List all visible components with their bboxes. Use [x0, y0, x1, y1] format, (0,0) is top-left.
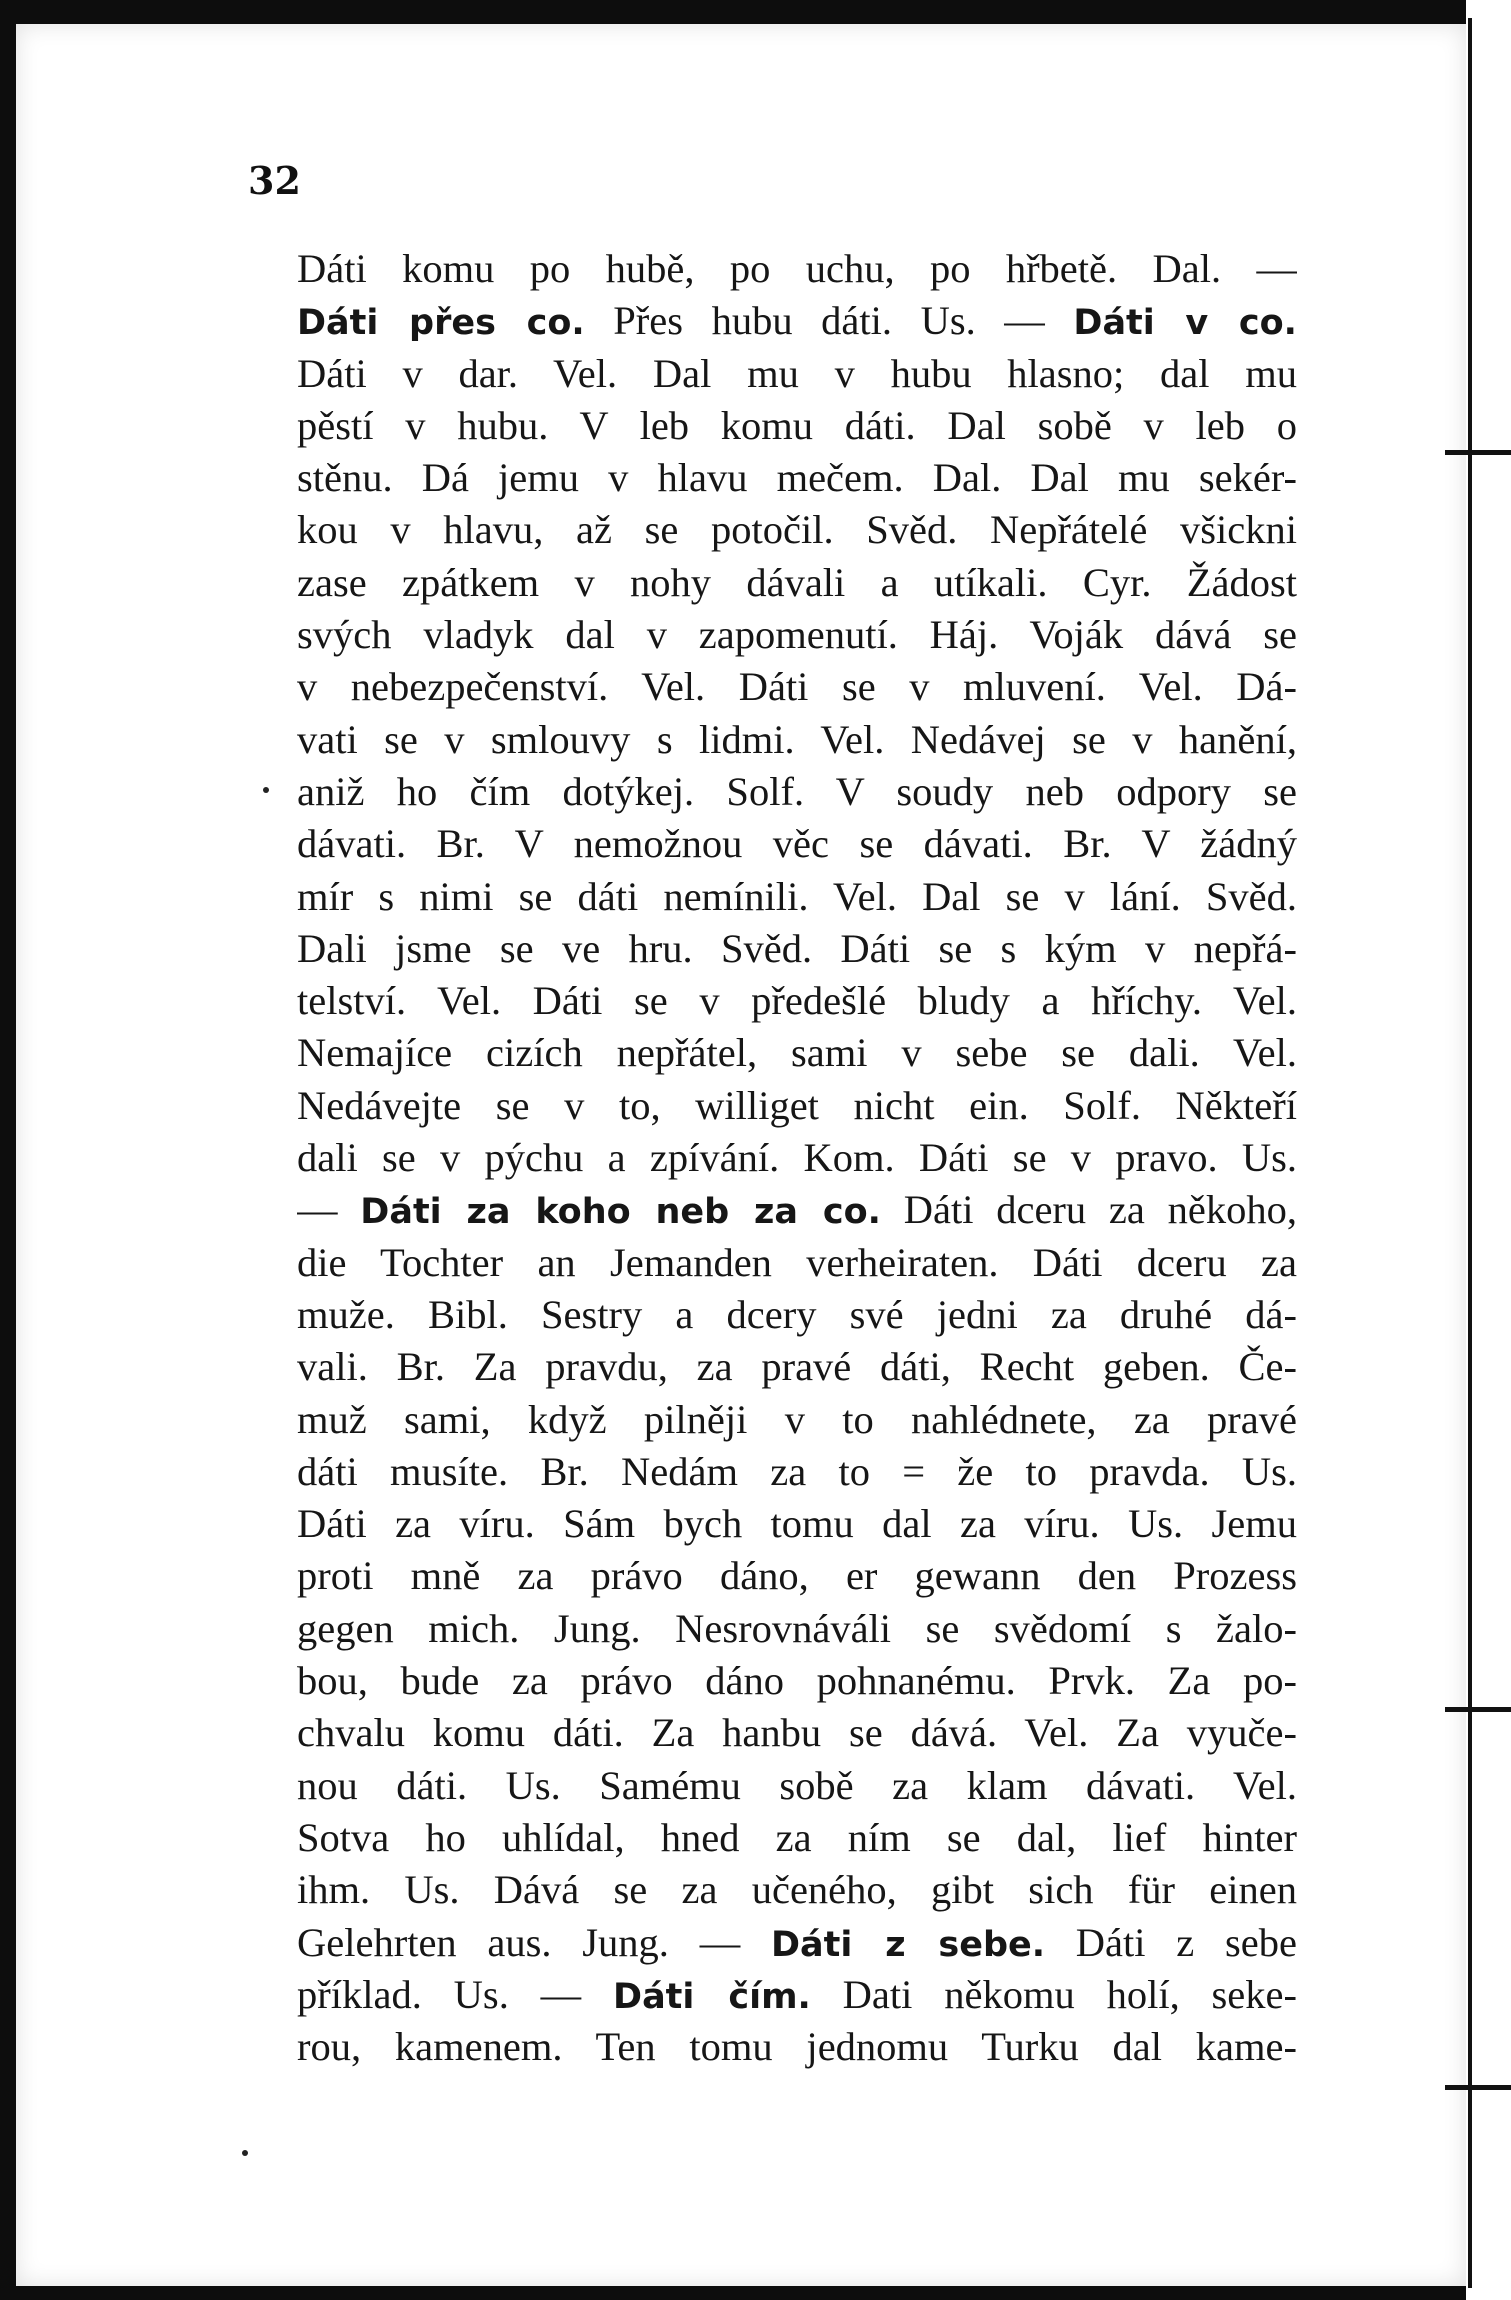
text-line: [297, 1080, 1297, 1132]
edge-tick-mark: [1445, 2085, 1511, 2090]
text-line: [297, 1969, 1297, 2021]
bold-headword: Dáti čím.: [613, 1976, 811, 2017]
text-line: [297, 557, 1297, 609]
text-line: [297, 1394, 1297, 1446]
text-run: příklad. Us. —: [297, 1971, 614, 2017]
text-line: [297, 400, 1297, 452]
text-run: Dáti za víru. Sám bych tomu dal za víru. Us. Jemu: [297, 1501, 1297, 1547]
text-line: [297, 1341, 1297, 1393]
edge-tick-mark: [1445, 1707, 1511, 1712]
bold-headword: Dáti z sebe.: [770, 1924, 1046, 1965]
text-run: Dáti komu po hubě, po uchu, po hřbetě. Dal. —: [297, 246, 1297, 291]
text-run: kou v hlavu, až se potočil. Svěd. Nepřátelé všickni: [297, 507, 1297, 553]
text-run: mír s nimi se dáti nemínili. Vel. Dal se v lání. Svěd.: [297, 873, 1297, 919]
text-line: [297, 504, 1297, 556]
text-run: Nedávejte se v to, williget nicht ein. Solf. Někteří: [297, 1082, 1297, 1128]
bold-headword: Dáti za koho neb za co.: [360, 1192, 881, 1233]
text-run: Dati někomu holí, seke-: [810, 1971, 1297, 2017]
text-line: [297, 1917, 1297, 1969]
text-run: rou, kamenem. Ten tomu jednomu Turku dal kame-: [297, 2024, 1297, 2070]
text-line: [297, 714, 1297, 766]
text-run: proti mně za právo dáno, er gewann den Prozess: [297, 1553, 1297, 1599]
text-line: [297, 1237, 1297, 1289]
text-run: gegen mich. Jung. Nesrovnáváli se svědomí s žalo-: [297, 1605, 1297, 1651]
text-run: vali. Br. Za pravdu, za pravé dáti, Recht geben. Če-: [297, 1344, 1297, 1390]
speck: [242, 2150, 248, 2156]
text-line: [297, 452, 1297, 504]
bold-headword: Dáti přes co.: [297, 303, 585, 344]
text-line: [297, 975, 1297, 1027]
text-line: [297, 1289, 1297, 1341]
text-run: Nemajíce cizích nepřátel, sami v sebe se dali. Vel.: [297, 1030, 1297, 1076]
page-border-line: [1468, 18, 1472, 2288]
text-run: dáti musíte. Br. Nedám za to = že to pravda. Us.: [297, 1448, 1297, 1494]
text-line: [297, 295, 1297, 347]
text-run: —: [297, 1187, 361, 1233]
text-run: svých vladyk dal v zapomenutí. Háj. Voják dává se: [297, 612, 1297, 658]
bold-headword: Dáti v co.: [1073, 303, 1297, 344]
text-run: muže. Bibl. Sestry a dcery své jedni za druhé dá-: [297, 1291, 1297, 1337]
text-run: chvalu komu dáti. Za hanbu se dává. Vel. Za vyuče-: [297, 1710, 1297, 1756]
text-run: Přes hubu dáti. Us. —: [584, 298, 1074, 344]
text-line: [297, 818, 1297, 870]
text-run: dali se v pýchu a zpívání. Kom. Dáti se v pravo. Us.: [297, 1135, 1297, 1181]
text-line: [297, 661, 1297, 713]
text-line: [297, 871, 1297, 923]
text-run: stěnu. Dá jemu v hlavu mečem. Dal. Dal mu sekér-: [297, 455, 1297, 501]
text-line: [297, 1550, 1297, 1602]
text-run: ihm. Us. Dává se za učeného, gibt sich für einen: [297, 1867, 1297, 1913]
text-run: Dali jsme se ve hru. Svěd. Dáti se s kým v nepřá-: [297, 925, 1297, 971]
text-run: Dáti z sebe: [1045, 1919, 1297, 1965]
text-run: zase zpátkem v nohy dávali a utíkali. Cyr. Žádost: [297, 559, 1297, 605]
text-line: [297, 1812, 1297, 1864]
text-run: v nebezpečenství. Vel. Dáti se v mluvení. Vel. Dá-: [297, 664, 1297, 710]
text-line: [297, 1760, 1297, 1812]
text-run: vati se v smlouvy s lidmi. Vel. Nedávej se v hanění,: [297, 716, 1297, 762]
text-run: Dáti dceru za někoho,: [880, 1187, 1297, 1233]
text-line: [297, 1707, 1297, 1759]
text-line: [297, 1655, 1297, 1707]
text-run: Dáti v dar. Vel. Dal mu v hubu hlasno; dal mu: [297, 350, 1297, 396]
text-line: [297, 1603, 1297, 1655]
text-line: [297, 609, 1297, 661]
text-line: [297, 348, 1297, 400]
text-line: [297, 923, 1297, 975]
text-line: [297, 1446, 1297, 1498]
page-edge: [1466, 0, 1511, 2300]
page-number: 32: [248, 158, 301, 203]
text-run: die Tochter an Jemanden verheiraten. Dáti dceru za: [297, 1239, 1297, 1285]
text-line: [297, 1132, 1297, 1184]
text-run: muž sami, když pilněji v to nahlédnete, za pravé: [297, 1396, 1297, 1442]
text-line: [297, 1498, 1297, 1550]
text-run: Gelehrten aus. Jung. —: [297, 1919, 771, 1965]
text-run: telství. Vel. Dáti se v předešlé bludy a hříchy. Vel.: [297, 978, 1297, 1024]
text-line: [297, 243, 1297, 295]
edge-tick-mark: [1445, 450, 1511, 455]
text-run: aniž ho čím dotýkej. Solf. V soudy neb odpory se: [297, 768, 1297, 814]
speck: [263, 787, 269, 793]
text-line: [297, 2021, 1297, 2073]
text-line: [297, 766, 1297, 818]
text-run: nou dáti. Us. Samému sobě za klam dávati. Vel.: [297, 1762, 1297, 1808]
page-body-text: [297, 243, 1297, 2073]
text-run: bou, bude za právo dáno pohnanému. Prvk. Za po-: [297, 1658, 1297, 1704]
text-run: dávati. Br. V nemožnou věc se dávati. Br. V žádný: [297, 821, 1297, 867]
text-line: [297, 1864, 1297, 1916]
text-run: pěstí v hubu. V leb komu dáti. Dal sobě v leb o: [297, 402, 1297, 448]
text-line: [297, 1027, 1297, 1079]
text-line: [297, 1184, 1297, 1236]
text-run: Sotva ho uhlídal, hned za ním se dal, lief hinter: [297, 1814, 1297, 1860]
